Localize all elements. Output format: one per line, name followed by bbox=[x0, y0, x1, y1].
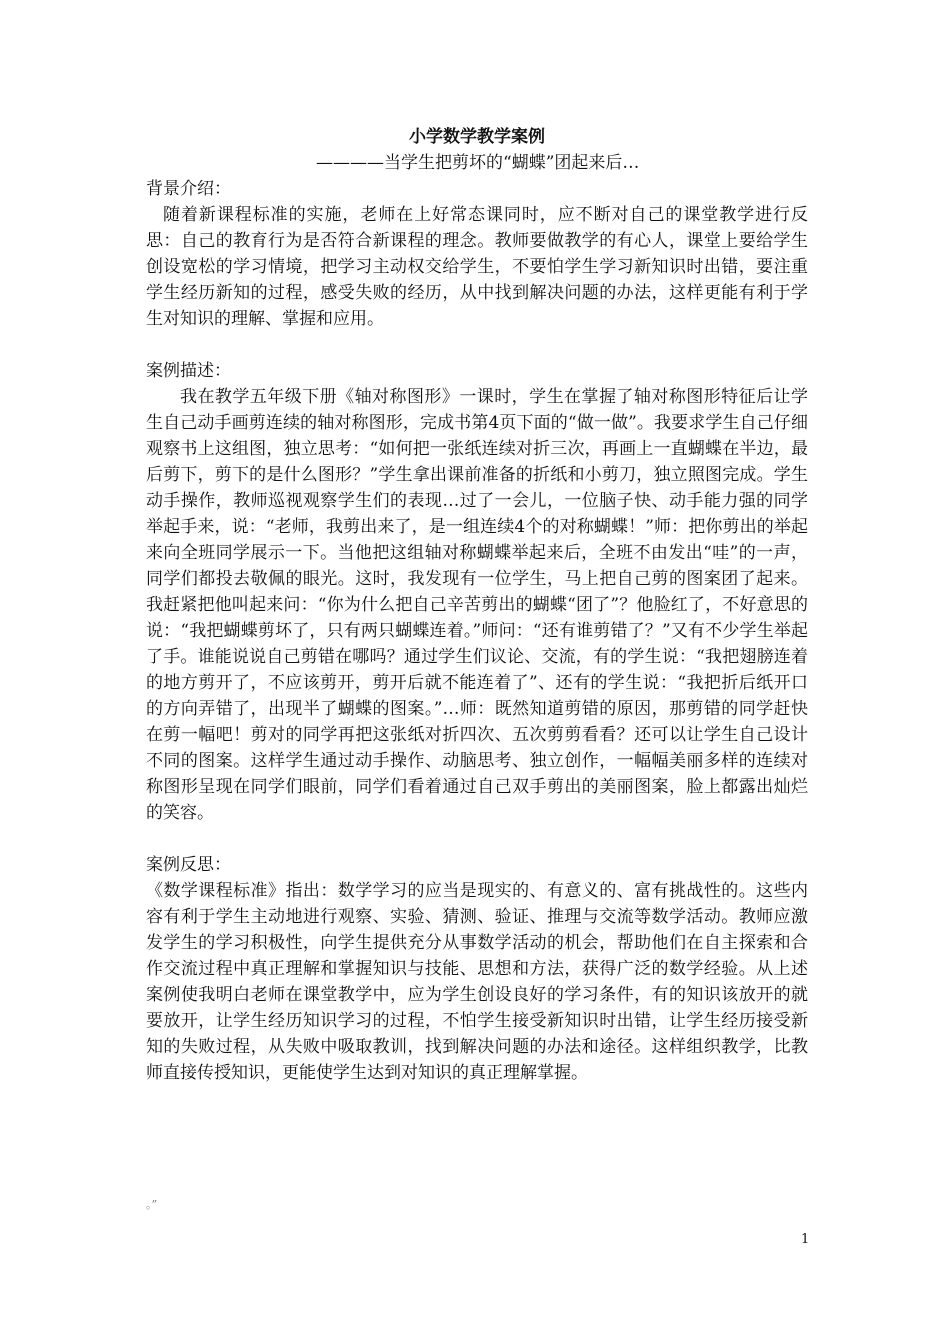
section-spacer bbox=[146, 332, 808, 358]
document-subtitle: ————当学生把剪坏的“蝴蝶”团起来后… bbox=[316, 153, 640, 173]
section-heading-background: 背景介绍： bbox=[146, 179, 231, 199]
section-heading-case-description: 案例描述： bbox=[146, 361, 231, 381]
background-paragraph: 随着新课程标准的实施，老师在上好常态课同时，应不断对自己的课堂教学进行反思：自己的教育行为是否符合新课程的理念。教师要做教学的有心人，课堂上要给学生创设宽松的学习情境，把学习主动权交给学生，不要怕学生学习新知识时出错，要注重学生经历新知的过程，感受失败的经历，从中找到解决问题的办法，这样更能有利于学生对知识的理解、掌握和应用。 bbox=[146, 205, 808, 329]
case-description-paragraph: 我在教学五年级下册《轴对称图形》一课时，学生在掌握了轴对称图形特征后让学生自己动手画剪连续的轴对称图形，完成书第4页下面的“做一做”。我要求学生自己仔细观察书上这组图，独立思考：“如何把一张纸连续对折三次，再画上一直蝴蝶在半边，最后剪下，剪下的是什么图形？”学生拿出课前准备的折纸和小剪刀，独立照图完成。学生动手操作，教师巡视观察学生们的表现…过了一会儿，一位脑子快、动手能力强的同学举起手来，说：“老师，我剪出来了，是一组连续4个的对称蝴蝶！”师：把你剪出的举起来向全班同学展示一下。当他把这组轴对称蝴蝶举起来后，全班不由发出“哇”的一声，同学们都投去敬佩的眼光。这时，我发现有一位学生，马上把自己剪的图案团了起来。我赶紧把他叫起来问：“你为什么把自己辛苦剪出的蝴蝶“团了”？他脸红了，不好意思的说：“我把蝴蝶剪坏了，只有两只蝴蝶连着。”师问：“还有谁剪错了？”又有不少学生举起了手。谁能说说自己剪错在哪吗？通过学生们议论、交流，有的学生说：“我把翅膀连着的地方剪开了，不应该剪开，剪开后就不能连着了”、还有的学生说：“我把折后纸开口的方向弄错了，出现半了蝴蝶的图案。”…师：既然知道剪错的原因，那剪错的同学赶快在剪一幅吧！剪对的同学再把这张纸对折四次、五次剪剪看看？还可以让学生自己设计不同的图案。这样学生通过动手操作、动脑思考、独立创作，一幅幅美丽多样的连续对称图形呈现在同学们眼前，同学们看着通过自己双手剪出的美丽图案，脸上都露出灿烂的笑容。 bbox=[146, 387, 808, 823]
section-heading-case-reflection: 案例反思： bbox=[146, 855, 231, 875]
page-number: 1 bbox=[801, 1232, 810, 1247]
document-title: 小学数学教学案例 bbox=[409, 127, 545, 147]
document-body bbox=[146, 124, 808, 1086]
case-reflection-paragraph: 《数学课程标准》指出：数学学习的应当是现实的、有意义的、富有挑战性的。这些内容有利于学生主动地进行观察、实验、猜测、验证、推理与交流等数学活动。教师应激发学生的学习积极性，向学生提供充分从事数学活动的机会，帮助他们在自主探索和合作交流过程中真正理解和掌握知识与技能、思想和方法，获得广泛的数学经验。从上述案例使我明白老师在课堂教学中，应为学生创设良好的学习条件，有的知识该放开的就要放开，让学生经历知识学习的过程，不怕学生接受新知识时出错，让学生经历接受新知的失败过程，从失败中吸取教训，找到解决问题的办法和途径。这样组织教学，比教师直接传授知识，更能使学生达到对知识的真正理解掌握。 bbox=[146, 881, 808, 1083]
footnote-mark: 。” bbox=[146, 1198, 158, 1211]
section-spacer bbox=[146, 826, 808, 852]
